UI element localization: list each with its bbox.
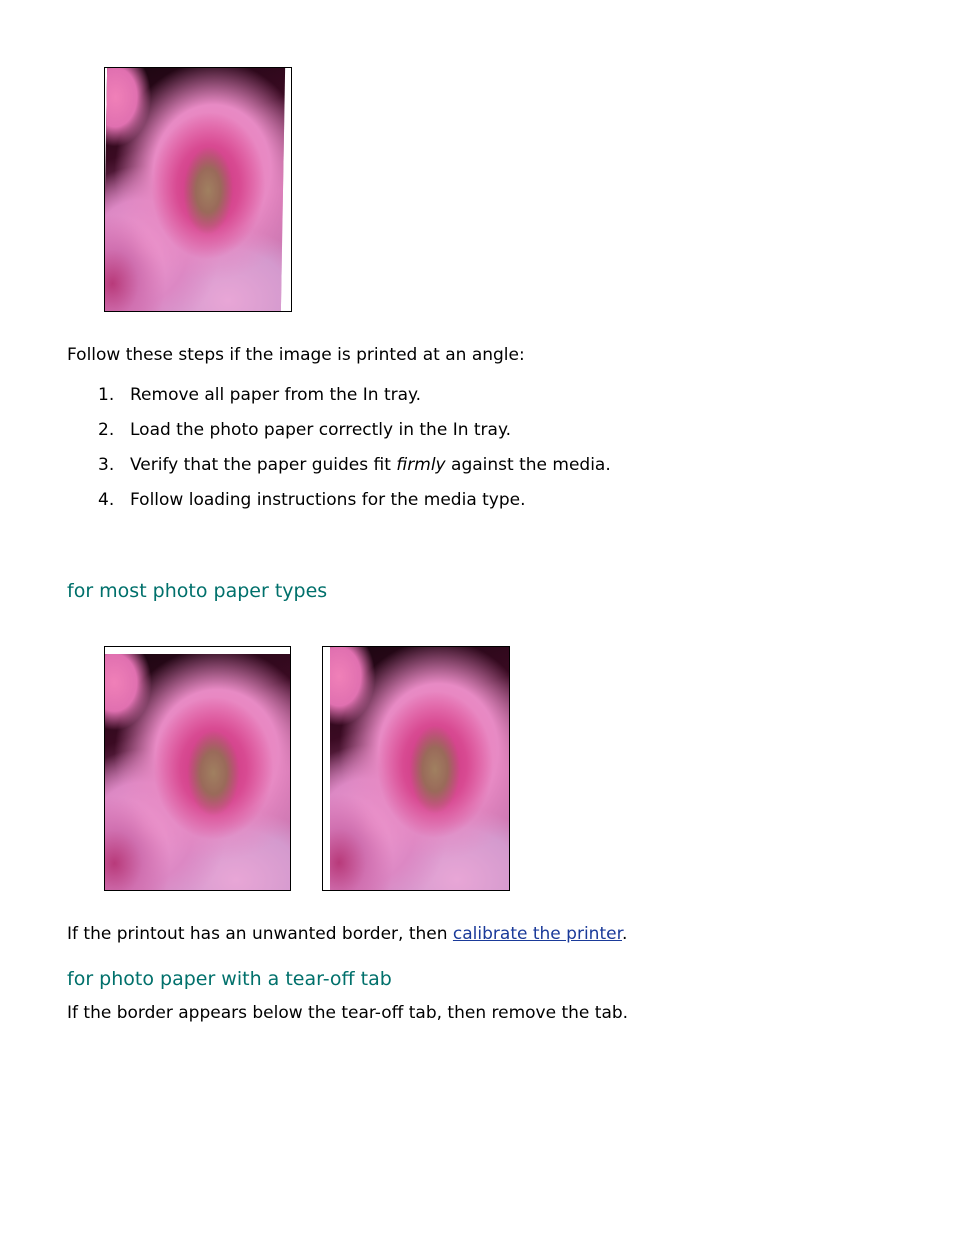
step-number: 1.	[98, 385, 115, 405]
angled-printout-image	[104, 67, 292, 312]
section-heading-tear-off-tab: for photo paper with a tear-off tab	[67, 968, 392, 990]
left-border-printout-image	[322, 646, 510, 891]
tear-off-instruction-text: If the border appears below the tear-off tab, then remove the tab.	[67, 1003, 629, 1023]
border-text: If the printout has an unwanted border, then	[67, 924, 453, 944]
calibrate-printer-link[interactable]: calibrate the printer	[452, 924, 622, 944]
step-number: 4.	[98, 490, 115, 510]
step-text: Remove all paper from the In tray.	[130, 385, 422, 405]
step-number: 3.	[98, 455, 115, 475]
border-instruction-text	[67, 924, 627, 944]
intro-text: Follow these steps if the image is printed at an angle:	[67, 345, 525, 365]
top-border-printout-image	[104, 646, 291, 891]
step-text: Follow loading instructions for the media type.	[130, 490, 526, 510]
step-text: Load the photo paper correctly in the In tray.	[130, 420, 511, 440]
step-number: 2.	[98, 420, 115, 440]
period: .	[622, 924, 628, 944]
step-text-before: Verify that the paper guides fit	[130, 455, 397, 475]
step-text-after: against the media.	[445, 455, 611, 475]
section-heading-most-photo-paper: for most photo paper types	[67, 580, 328, 602]
step-emphasis: firmly	[396, 455, 446, 475]
step-text	[130, 455, 611, 475]
